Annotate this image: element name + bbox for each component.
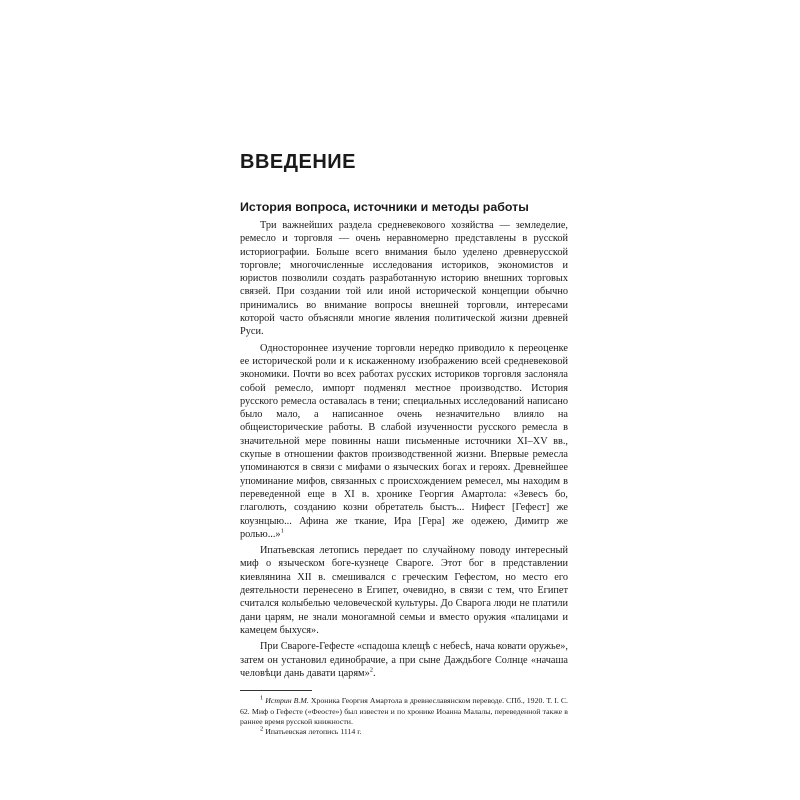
section-title: История вопроса, источники и методы работы <box>240 200 529 214</box>
footnote-1-author: Истрин В.М. <box>265 696 309 706</box>
book-page <box>240 150 568 738</box>
paragraph-4-text: При Свароге-Гефесте «спадоша клещѣ с небесѣ, нача ковати оружье», затем он установил единобрачие, а при сыне Даждьбоге Солнце «начаша человѣци дань давати царям» <box>240 641 568 679</box>
paragraph-2-text: Одностороннее изучение торговли нередко приводило к переоценке ее исторической роли и к искаженному изображению всей средневековой экономики. Почти во всех работах русских историков торговля заслоняла собой ремесло, импорт подменял местное производство. История русского ремесла оставалась в тени; специальных исследований написано было мало, а написанное очень незначительно влияло на общеисторические работы. В слабой изученности русского ремесла в значительной мере повинны наши письменные источники XI–XV вв., скупые в отношении фактов производственной жизни. Впервые ремесла упоминаются в связи с мифами о языческих богах и героях. Древнейшее упоминание мифов, связанных с происхождением ремесел, мы находим в переведенной еще в XI в. хронике Георгия Амартола: «Зевесъ бо, глаголють, созданию козни обретатель быстъ... Нифест [Гефест] же коузнцыю... Афина же ткание, Ира [Гера] же одежею, Димитр же ролью...» <box>240 342 568 540</box>
footnote-1-text: Хроника Георгия Амартола в древнеславянском переводе. СПб., 1920. Т. I. С. 62. Миф о Гефесте («Феосте») был известен и по хронике Иоанна Малалы, переведенной также в раннее время русской книжности. <box>240 696 568 726</box>
footnote-2-text: Ипатьевская летопись 1114 г. <box>265 727 362 737</box>
footnote-ref-1[interactable]: 1 <box>280 527 284 535</box>
footnote-ref-2[interactable]: 2 <box>369 666 373 674</box>
footnote-divider <box>240 690 312 691</box>
paragraph-1 <box>240 219 568 339</box>
footnote-1-number: 1 <box>260 694 264 702</box>
footnote-2 <box>240 727 568 737</box>
footnote-1 <box>240 696 568 727</box>
footnote-2-number: 2 <box>260 725 264 733</box>
paragraph-4 <box>240 640 568 680</box>
paragraph-3-text: Ипатьевская летопись передает по случайному поводу интересный миф о языческом боге-кузнеце Сварогe. Этот бог в представлении киевлянина XII в. смешивался с греческим Гефестом, но место его деятельности перенесено в Египет, очевидно, в связи с тем, что Египет считался колыбелью человеческой культуры. До Сварога люди не платили дани царям, не знали моногамной семьи и вместо оружия «палицами и камецем быхуся». <box>240 545 568 636</box>
paragraph-1-text: Три важнейших раздела средневекового хозяйства — земледелие, ремесло и торговля — очень неравномерно представлены в русской историографии. Больше всего внимания было уделено древнерусской торговле; многочисленные исследования историков, экономистов и юристов позволили создать разработанную историю внешних торговых связей. При создании той или иной исторической концепции обычно принимались во внимание вопросы внешней торговли, интересами которой часто объясняли многие явления политической жизни древней Руси. <box>240 220 568 338</box>
chapter-title: ВВЕДЕНИЕ <box>240 151 356 173</box>
paragraph-2 <box>240 342 568 541</box>
paragraph-3 <box>240 544 568 637</box>
paragraph-4-end: . <box>372 667 376 679</box>
